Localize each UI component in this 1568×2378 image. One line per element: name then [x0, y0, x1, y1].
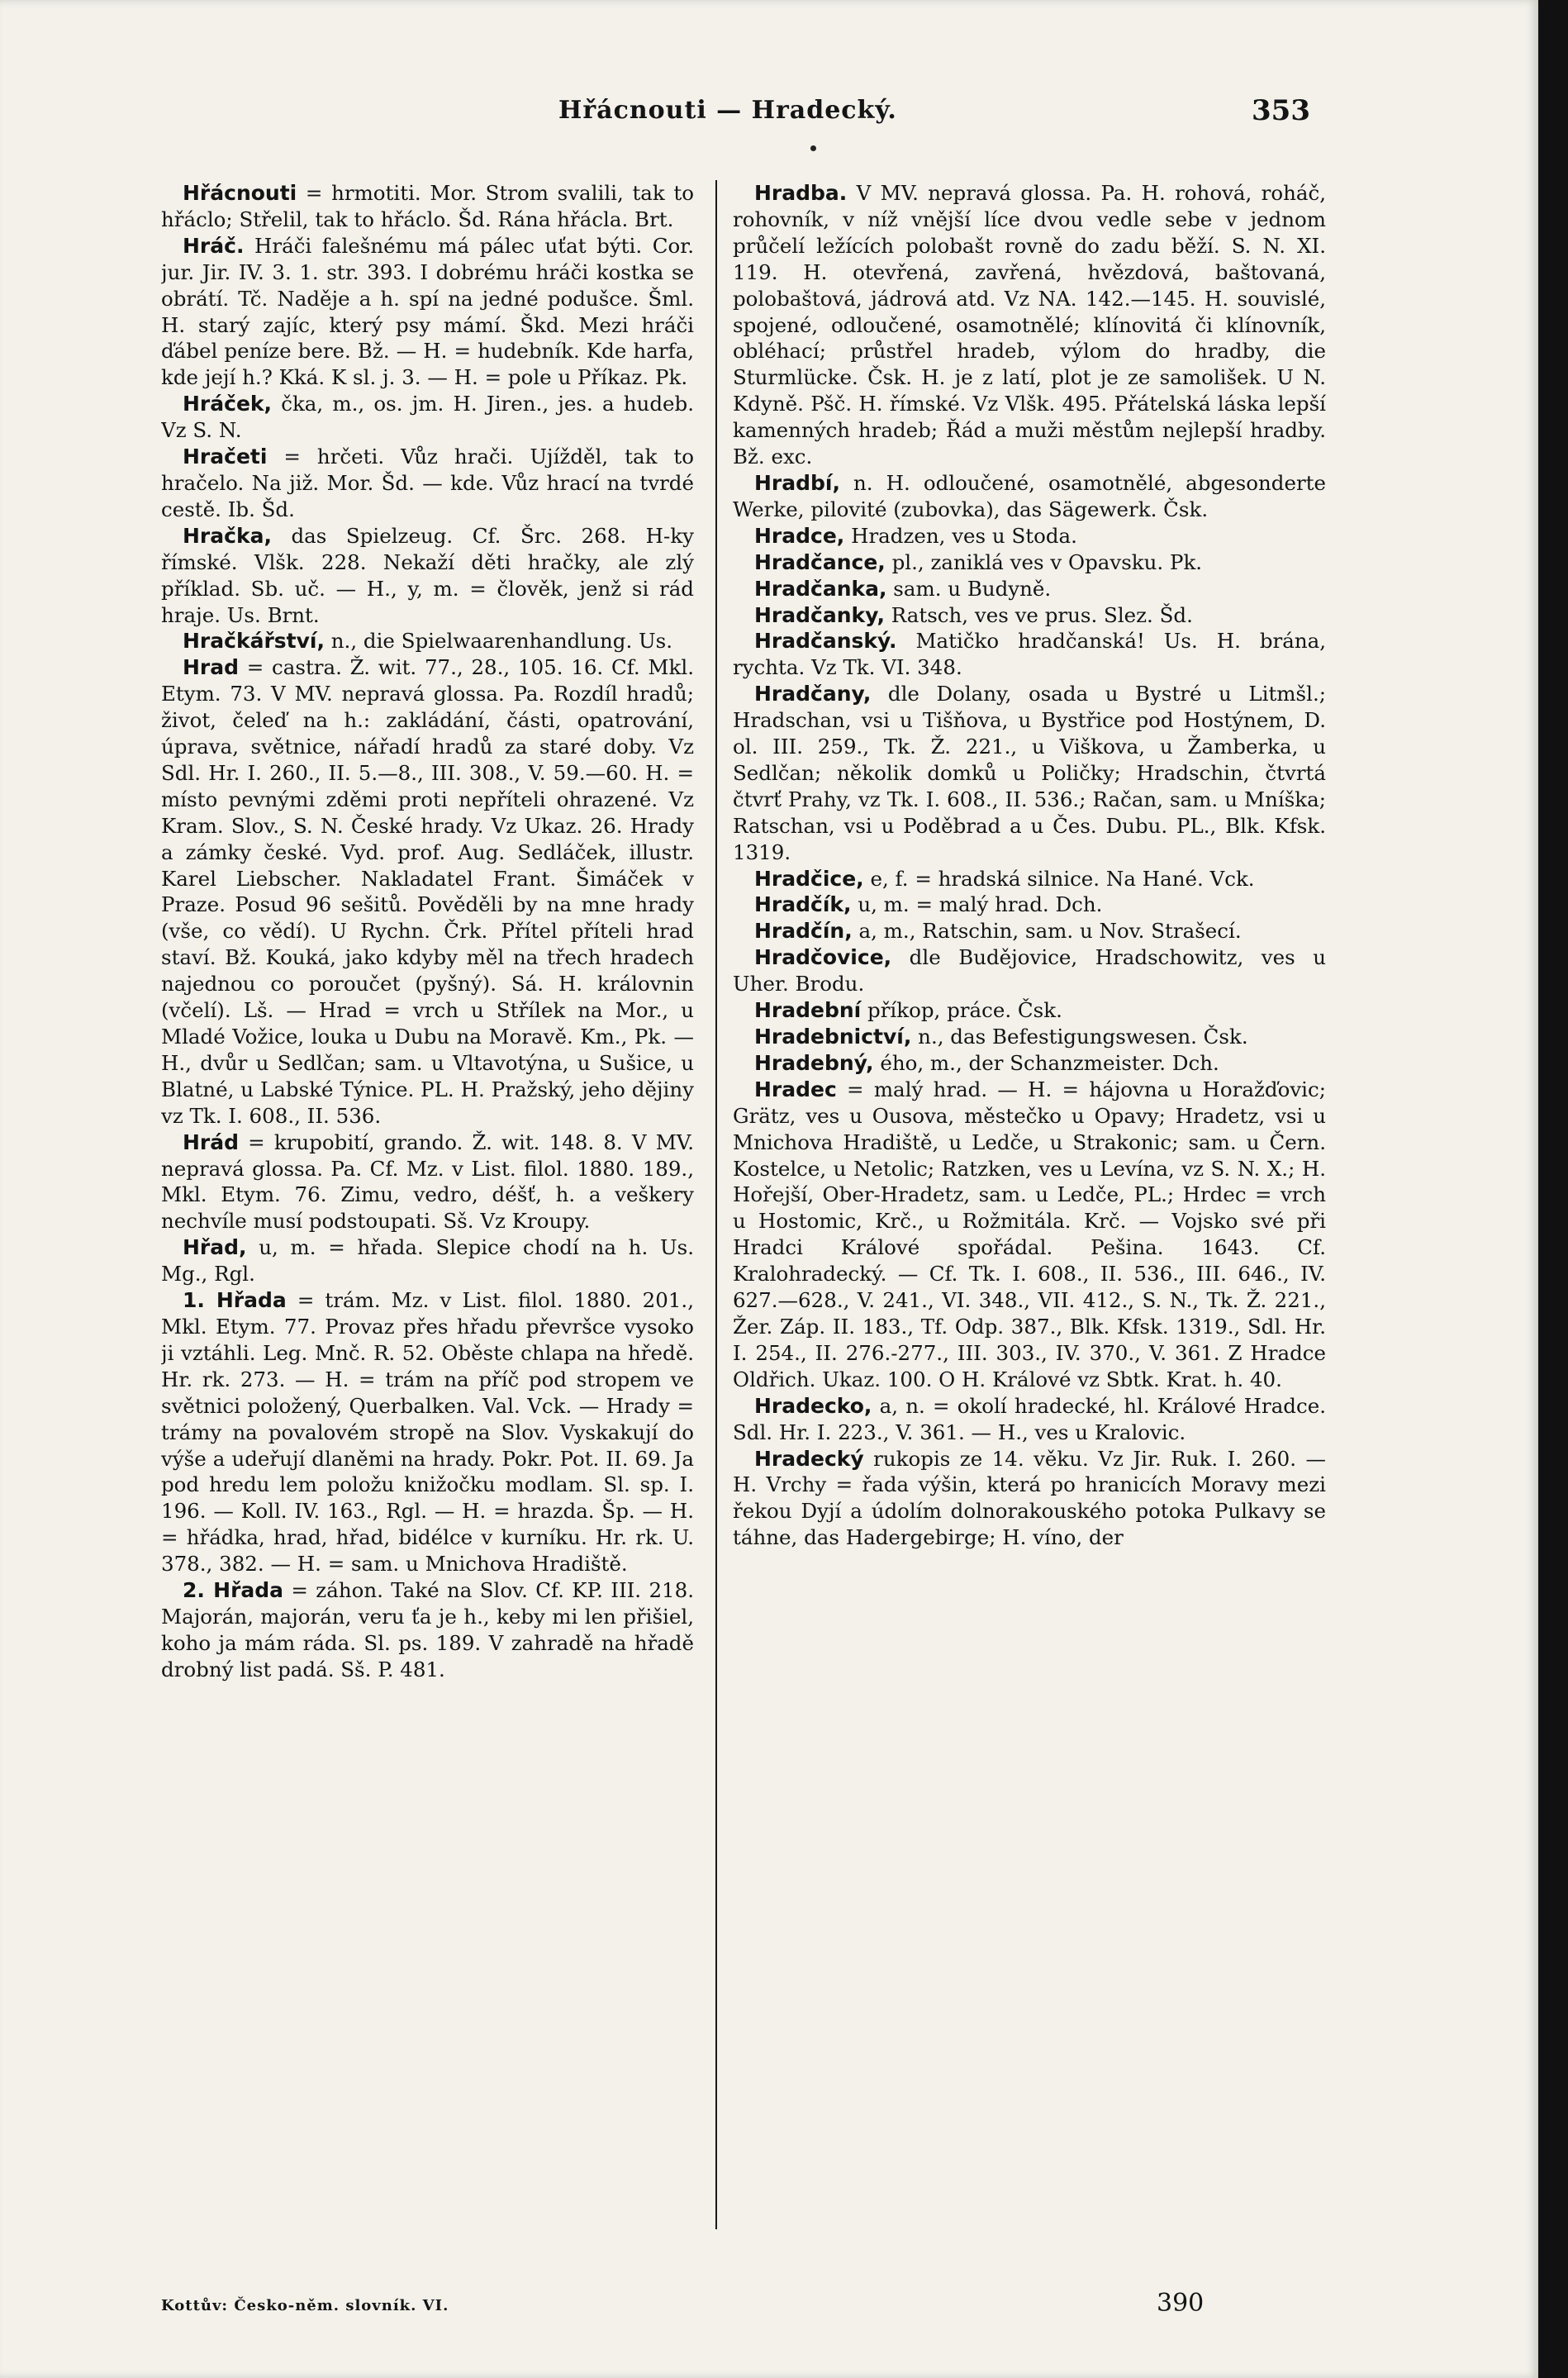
entry-text: n. H. odloučené, osamotnělé, abgesonderte Werke, pilovité (zubovka), das Sägewerk. Čsk. — [733, 470, 1326, 521]
entry-headword: Hradebnictví, — [754, 1025, 912, 1049]
entry-text: = záhon. Také na Slov. Cf. KP. III. 218. Majorán, majorán, veru ťa je h., keby mi len přišiel, koho ja mám ráda. Sl. ps. 189. V zahradě na hřadě drobný list padá. Sš. P. 481. — [161, 1578, 694, 1681]
entry-text: Hradzen, ves u Stoda. — [844, 523, 1077, 548]
entry-text: ého, m., der Schanzmeister. Dch. — [873, 1050, 1219, 1075]
left-column — [161, 180, 694, 2229]
dictionary-entry — [733, 1024, 1326, 1050]
dictionary-entry — [161, 523, 694, 629]
dictionary-entry — [733, 523, 1326, 549]
entry-text: V MV. nepravá glossa. Pa. H. rohová, roháč, rohovník, v níž vnější líce dvou vedle sebe v jednom průčelí ležících polobašt rovně do zadu běží. S. N. XI. 119. H. otevřená, zavřená, hvězdová, baštovaná, polobaštová, jádrová atd. Vz NA. 142.—145. H. souvislé, spojené, odloučené, osamotnělé; klínovitá či klínovník, obléhací; průstřel hradeb, výlom do hradby, die Sturmlücke. Čsk. H. je z latí, plot je ze samolišek. U N. Kdyně. Pšč. H. římské. Vz Vlšk. 495. Přátelská láska lepší kamenných hradeb; Řád a muži městům nejlepší hradby. Bž. exc. — [733, 181, 1326, 469]
entry-headword: Hřad, — [183, 1235, 247, 1260]
entry-text: dle Dolany, osada u Bystré u Litmšl.; Hradschan, vsi u Tišňova, u Bystřice pod Hostýnem, D. ol. III. 259., Tk. Ž. 221., u Viškova, u Žamberka, u Sedlčan; několik domků u Poličky; Hradschin, čtvrtá čtvrť Prahy, vz Tk. I. 608., II. 536.; Račan, sam. u Mníška; Ratschan, vsi u Poděbrad a u Čes. Dubu. PL., Blk. Kfsk. 1319. — [733, 682, 1326, 864]
entry-text: čka, m., os. jm. H. Jiren., jes. a hudeb. Vz S. N. — [161, 392, 694, 443]
entry-text: das Spielzeug. Cf. Šrc. 268. H-ky římské. Vlšk. 228. Nekaží děti hračky, ale zlý příklad. Sb. uč. — H., y, m. = člověk, jenž si rád hraje. Us. Brnt. — [161, 523, 694, 627]
entry-headword: Hradbí, — [754, 470, 840, 495]
dictionary-entry — [161, 444, 694, 523]
entry-text: u, m. = hřada. Slepice chodí na h. Us. Mg., Rgl. — [161, 1235, 694, 1286]
dictionary-entry — [733, 681, 1326, 865]
entry-headword: 2. Hřada — [183, 1578, 284, 1603]
right-column — [733, 180, 1326, 2229]
dictionary-entry — [733, 944, 1326, 997]
dictionary-entry — [161, 654, 694, 1129]
entry-headword: Hradecko, — [754, 1393, 872, 1418]
dictionary-entry — [161, 391, 694, 444]
dictionary-entry — [733, 602, 1326, 629]
entry-text: Ratsch, ves ve prus. Slez. Šd. — [884, 602, 1193, 627]
entry-text: sam. u Budyně. — [886, 576, 1052, 601]
entry-text: = trám. Mz. v List. filol. 1880. 201., Mkl. Etym. 77. Provaz přes hřadu převršce vysoko ji vztáhli. Leg. Mnč. R. 52. Oběste chlapa na hředě. Hr. rk. 273. — H. = trám na příč pod stropem ve světnici položený, Querbalken. Val. Vck. — Hrady = trámy na povalovém stropě na Slov. Vyskakují do výše a udeřují dlaněmi na hrady. Pokr. Pot. II. 69. Ja pod hredu lem položu knižočku modlam. Sl. sp. I. 196. — Koll. IV. 163., Rgl. — H. = hrazda. Šp. — H. = hřádka, hrad, hřad, bidélce v kurníku. Hr. rk. U. 378., 382. — H. = sam. u Mnichova Hradiště. — [161, 1288, 694, 1577]
dictionary-entry — [161, 233, 694, 391]
entry-text: Hráči falešnému má pálec uťat býti. Cor. jur. Jir. IV. 3. 1. str. 393. I dobrému hráči kostka se obrátí. Tč. Naděje a h. spí na jedné podušce. Šml. H. starý zajíc, který psy mámí. Škd. Mezi hráči ďábel peníze bere. Bž. — H. = hudebník. Kde harfa, kde její h.? Kká. K sl. j. 3. — H. = pole u Příkaz. Pk. — [161, 233, 694, 390]
entry-headword: Hradecký — [754, 1446, 864, 1471]
entry-text: a, m., Ratschin, sam. u Nov. Strašecí. — [852, 919, 1242, 944]
entry-headword: Hradčík, — [754, 892, 852, 917]
entry-headword: Hradce, — [754, 523, 845, 548]
dictionary-entry — [161, 180, 694, 233]
entry-headword: Hračkářství, — [183, 629, 325, 654]
dictionary-entry — [733, 549, 1326, 576]
dictionary-entry — [733, 470, 1326, 523]
entry-text: a, n. = okolí hradecké, hl. Králové Hradce. Sdl. Hr. I. 223., V. 361. — H., ves u Kralovic. — [733, 1393, 1326, 1444]
entry-headword: Hradec — [754, 1077, 837, 1101]
entry-headword: Hračka, — [183, 523, 272, 548]
entry-text: Matičko hradčanská! Us. H. brána, rychta. Vz Tk. VI. 348. — [733, 629, 1326, 680]
entry-headword: Hřácnouti — [183, 181, 297, 205]
entry-text: = castra. Ž. wit. 77., 28., 105. 16. Cf. Mkl. Etym. 73. V MV. nepravá glossa. Pa. Rozdíl hradů; život, čeleď na h.: zakládání, části, opatrování, úprava, světnice, nářadí hradů za staré doby. Vz Sdl. Hr. I. 260., II. 5.—8., III. 308., V. 59.—60. H. = místo pevnými zděmi proti nepříteli ohrazené. Vz Kram. Slov., S. N. České hrady. Vz Ukaz. 26. Hrady a zámky české. Vyd. prof. Aug. Sedláček, illustr. Karel Liebscher. Nakladatel Frant. Šimáček v Praze. Posud 96 sešitů. Pověděli by na mne hrady (vše, co vědí). U Rychn. Črk. Přítel příteli hrad staví. Bž. Kouká, jako kdyby měl na třech hradech najednou co poroučet (pyšný). Sá. H. královnin (včelí). Lš. — Hrad = vrch u Střílek na Mor., u Mladé Vožice, louka u Dubu na Moravě. Km., Pk. — H., dvůr u Sedlčan; sam. u Vltavotýna, u Sušice, u Blatné, u Labské Týnice. PL. H. Pražský, jeho dějiny vz Tk. I. 608., II. 536. — [161, 655, 694, 1128]
dictionary-entry — [733, 1393, 1326, 1446]
entry-headword: Hrád — [183, 1130, 240, 1154]
entry-headword: Hradčance, — [754, 549, 886, 574]
entry-text: n., das Befestigungswesen. Čsk. — [911, 1025, 1248, 1049]
dictionary-entry — [161, 1287, 694, 1577]
entry-headword: Hračeti — [183, 445, 268, 469]
entry-headword: Hradebný, — [754, 1050, 874, 1075]
dictionary-entry — [733, 1077, 1326, 1393]
dictionary-entry — [733, 628, 1326, 681]
dictionary-entry — [733, 180, 1326, 470]
entry-headword: Hráček, — [183, 392, 273, 416]
dictionary-entry — [161, 1577, 694, 1683]
entry-text: pl., zaniklá ves v Opavsku. Pk. — [885, 549, 1203, 574]
dictionary-entry — [733, 997, 1326, 1024]
footer-signature: Kottův: Česko-něm. slovník. VI. — [161, 2297, 449, 2314]
dictionary-entry — [733, 892, 1326, 918]
dictionary-entry — [733, 1446, 1326, 1552]
dictionary-entry — [161, 1234, 694, 1287]
page-edge — [1538, 0, 1568, 2378]
dictionary-entry — [733, 1050, 1326, 1077]
entry-headword: Hradčanky, — [754, 602, 885, 627]
entry-text: u, m. = malý hrad. Dch. — [851, 892, 1103, 917]
dictionary-entry — [161, 1130, 694, 1235]
entry-headword: Hradčovice, — [754, 945, 892, 970]
entry-text: rukopis ze 14. věku. Vz Jir. Ruk. I. 260. — H. Vrchy = řada výšin, která po hranicích Moravy mezi řekou Dyjí a údolím dolnorakouského potoka Pulkavy se táhne, das Hadergebirge; H. víno, der — [733, 1446, 1326, 1550]
entry-headword: Hráč. — [183, 233, 245, 258]
entry-text: n., die Spielwaarenhandlung. Us. — [324, 629, 673, 654]
column-divider — [715, 180, 717, 2229]
entry-text: = malý hrad. — H. = hájovna u Horažďovic; Grätz, ves u Ousova, městečko u Opavy; Hradetz, vsi u Mnichova Hradiště, u Ledče, u Strakonic; sam. u Čern. Kostelce, u Netolic; Ratzken, ves u Levína, vz S. N. X.; H. Hořejší, Ober-Hradetz, sam. u Ledče, PL.; Hrdec = vrch u Hostomic, Krč., u Rožmitála. Krč. — Vojsko své při Hradci Králové spořádal. Pešina. 1643. Cf. Kralohradecký. — Cf. Tk. I. 608., II. 536., III. 646., IV. 627.—628., V. 241., VI. 348., VII. 412., S. N., Tk. Ž. 221., Žer. Záp. II. 183., Tf. Odp. 387., Blk. Kfsk. 1319., Sdl. Hr. I. 254., II. 276.-277., III. 303., IV. 370., V. 361. Z Hradce Oldřich. Ukaz. 100. O H. Králové vz Sbtk. Krat. h. 40. — [733, 1077, 1326, 1391]
entry-text: = hrmotiti. Mor. Strom svalili, tak to hřáclo; Střelil, tak to hřáclo. Šd. Rána hřácla. Brt. — [161, 181, 694, 231]
entry-headword: Hradební — [754, 998, 862, 1023]
page-number: 353 — [1252, 94, 1310, 127]
dictionary-entry — [733, 576, 1326, 602]
entry-headword: Hradčany, — [754, 682, 872, 706]
entry-text: = krupobití, grando. Ž. wit. 148. 8. V MV. nepravá glossa. Pa. Cf. Mz. v List. filol. 1880. 189., Mkl. Etym. 76. Zimu, vedro, déšť, h. a veškery nechvíle musí podstoupati. Sš. Vz Kroupy. — [161, 1130, 694, 1234]
footer-sheet-number: 390 — [1157, 2289, 1205, 2318]
entry-text: = hrčeti. Vůz hrači. Ujížděl, tak to hračelo. Na již. Mor. Šd. — kde. Vůz hrací na tvrdé cestě. Ib. Šd. — [161, 445, 694, 521]
dictionary-entry — [161, 628, 694, 654]
entry-headword: Hrad — [183, 655, 240, 680]
entry-headword: Hradba. — [754, 181, 848, 205]
running-title: Hřácnouti — Hradecký. — [558, 96, 897, 125]
dictionary-entry — [733, 918, 1326, 944]
dictionary-entry — [733, 866, 1326, 892]
entry-headword: Hradčanka, — [754, 576, 887, 601]
entry-text: e, f. = hradská silnice. Na Hané. Vck. — [863, 866, 1255, 891]
entry-headword: Hradčanský. — [754, 629, 897, 654]
header-dot — [810, 145, 816, 151]
entry-text: dle Budějovice, Hradschowitz, ves u Uher. Brodu. — [733, 945, 1326, 996]
entry-headword: Hradčice, — [754, 866, 864, 891]
entry-text: příkop, práce. Čsk. — [861, 998, 1062, 1023]
entry-headword: Hradčín, — [754, 919, 853, 944]
entry-headword: 1. Hřada — [183, 1288, 287, 1313]
